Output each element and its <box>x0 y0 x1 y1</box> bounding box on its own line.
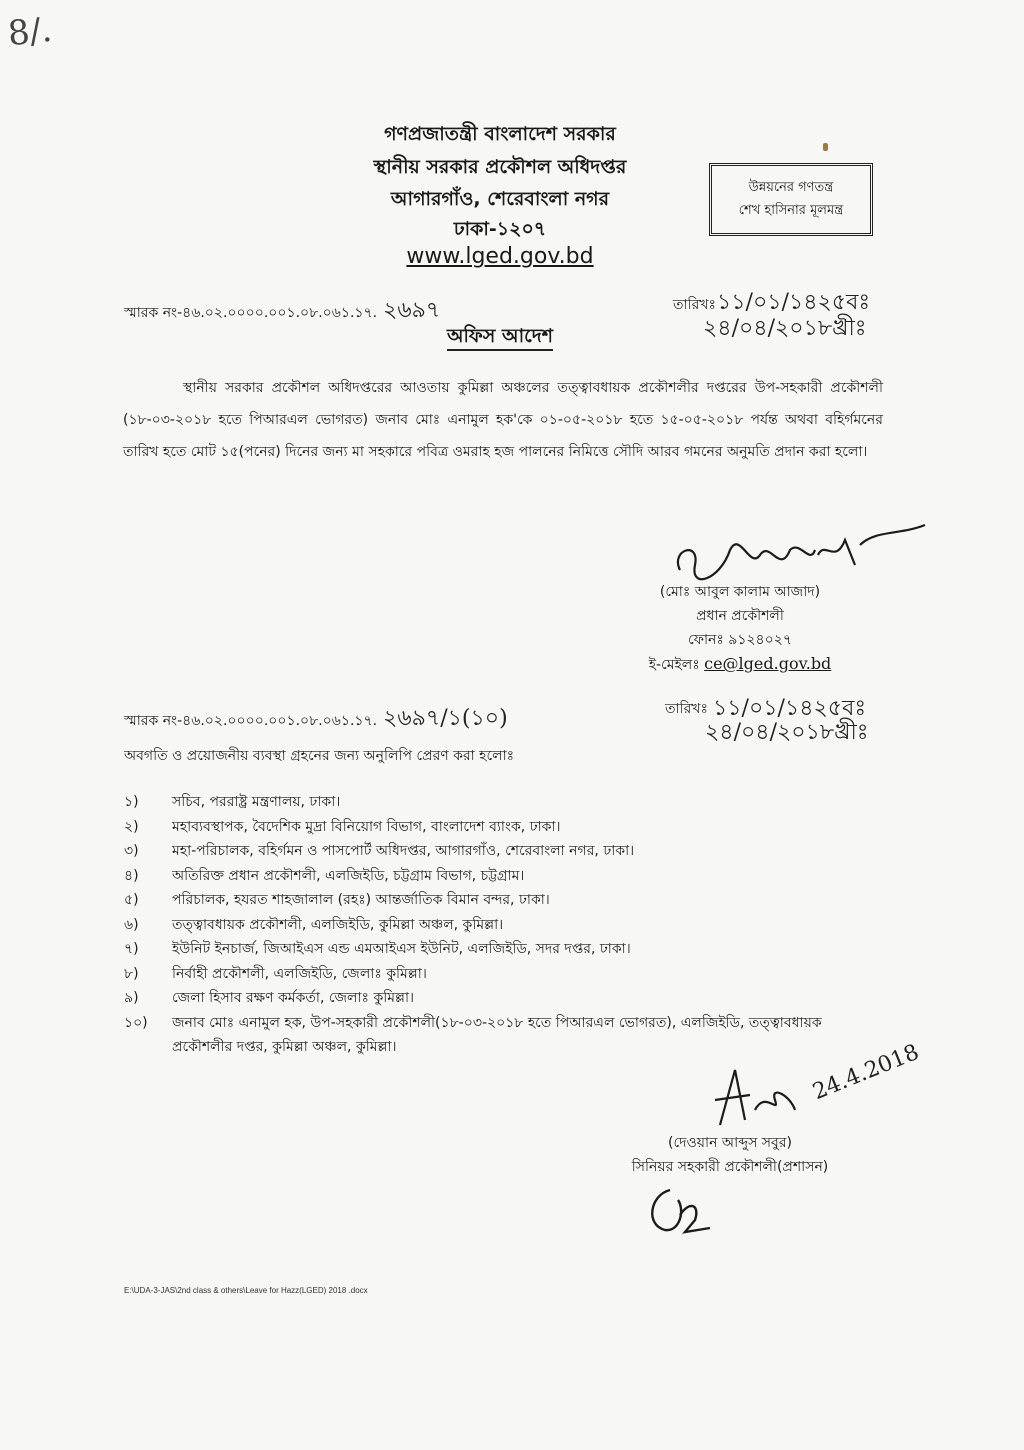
cc-item-text: ইউনিট ইনচার্জ, জিআইএস এন্ড এমআইএস ইউনিট, এলজিইডি, সদর দপ্তর, ঢাকা। <box>172 941 631 957</box>
initials-mark <box>640 1170 720 1240</box>
email-link[interactable]: ce@lged.gov.bd <box>704 654 832 673</box>
cc-item-text: জেলা হিসাব রক্ষণ কর্মকর্তা, জেলাঃ কুমিল্লা। <box>172 990 415 1006</box>
corner-handwritten-mark: 8/. <box>6 9 54 55</box>
cc-list-item <box>124 986 824 1011</box>
cc-item-number: ৭) <box>124 941 139 957</box>
handwritten-memo-number: ২৬৯৭ <box>383 298 441 323</box>
address-line: আগারগাঁও, শেরেবাংলা নগর <box>390 188 610 210</box>
memo-number-label: স্মারক নং-৪৬.০২.০০০০.০০১.০৮.০৬১.১৭. <box>124 713 378 729</box>
paper-speck <box>823 143 828 151</box>
date-label: তারিখঃ <box>665 701 708 717</box>
handwritten-memo-number: ২৬৯৭/১(১০) <box>383 706 508 731</box>
cc-list-item <box>124 937 824 962</box>
cc-item-number: ২) <box>124 818 139 835</box>
copy-distribution-intro: অবগতি ও প্রয়োজনীয় ব্যবস্থা গ্রহনের জন্য অনুলিপি প্রেরণ করা হলোঃ <box>124 748 515 764</box>
slogan-box <box>709 163 873 236</box>
website-link[interactable]: www.lged.gov.bd <box>406 244 594 269</box>
cc-item-text: পরিচালক, হযরত শাহজালাল (রহঃ) আন্তর্জাতিক বিমান বন্দর, ঢাকা। <box>172 892 550 908</box>
cc-item-number: ৯) <box>124 990 139 1006</box>
file-path-footer: E:\UDA-3-JAS\2nd class & others\Leave for Hazz(LGED) 2018 .docx <box>124 1286 368 1295</box>
signatory-2-designation: সিনিয়র সহকারী প্রকৌশলী(প্রশাসন) <box>631 1159 829 1175</box>
government-name: গণপ্রজাতন্ত্রী বাংলাদেশ সরকার <box>384 123 616 145</box>
cc-item-number: ৫) <box>124 892 139 908</box>
cc-item-number: ৪) <box>124 867 139 884</box>
copy-distribution-list <box>124 790 824 1060</box>
signatory-1-phone: ফোনঃ ৯১২৪০২৭ <box>688 632 792 648</box>
cc-list-item <box>124 839 824 864</box>
cc-item-text: অতিরিক্ত প্রধান প্রকৌশলী, এলজিইডি, চট্টগ্রাম বিভাগ, চট্টগ্রাম। <box>172 867 525 884</box>
cc-item-number: ১০) <box>124 1014 148 1031</box>
slogan-line-2: শেখ হাসিনার মূলমন্ত্র <box>738 203 844 218</box>
memo-number-label: স্মারক নং-৪৬.০২.০০০০.০০১.০৮.০৬১.১৭. <box>124 305 378 321</box>
cc-list-item <box>124 913 824 938</box>
cc-item-text: মহাব্যবস্থাপক, বৈদেশিক মুদ্রা বিনিয়োগ বিভাগ, বাংলাদেশ ব্যাংক, ঢাকা। <box>172 818 561 835</box>
signatory-1-block <box>620 580 860 677</box>
signatory-2-name: (দেওয়ান আব্দুস সবুর) <box>668 1135 792 1151</box>
cc-list-item <box>124 815 824 840</box>
handwritten-date-english: ২৪/০৪/২০১৮খ্রীঃ <box>705 720 869 745</box>
cc-item-number: ৬) <box>124 916 139 933</box>
cc-item-number: ৩) <box>124 843 139 859</box>
slogan-line-1: উন্নয়নের গণতন্ত্র <box>748 180 834 195</box>
date-label: তারিখঃ <box>673 297 716 313</box>
handwritten-date-bangla: ১১/০১/১৪২৫বঃ <box>717 290 871 315</box>
cc-list-item <box>124 962 824 987</box>
handwritten-date-english: ২৪/০৪/২০১৮খ্রীঃ <box>703 316 867 341</box>
memo-number-2 <box>124 701 508 738</box>
signatory-1-email-row: ই-মেইলঃ ce@lged.gov.bd <box>648 654 832 673</box>
cc-item-text: নির্বাহী প্রকৌশলী, এলজিইডি, জেলাঃ কুমিল্লা। <box>172 965 427 982</box>
handwritten-sign-date: 24.4.2018 <box>809 1039 923 1106</box>
date-block-1 <box>673 290 973 343</box>
signatory-1-name: (মোঃ আবুল কালাম আজাদ) <box>659 584 821 600</box>
cc-list-item <box>124 864 824 889</box>
handwritten-date-bangla: ১১/০১/১৪২৫বঃ <box>713 696 867 721</box>
cc-list-item <box>124 888 824 913</box>
office-order-title: অফিস আদেশ <box>300 322 700 354</box>
cc-item-number: ৮) <box>124 965 139 982</box>
city-line: ঢাকা-১২০৭ <box>453 218 547 240</box>
cc-item-text: সচিব, পররাষ্ট্র মন্ত্রণালয়, ঢাকা। <box>172 794 341 810</box>
signatory-2-block <box>600 1131 860 1179</box>
cc-item-text: মহা-পরিচালক, বহির্গমন ও পাসপোর্ট অধিদপ্তর, আগারগাঁও, শেরেবাংলা নগর, ঢাকা। <box>172 843 635 859</box>
cc-item-number: ১) <box>124 794 139 810</box>
department-name: স্থানীয় সরকার প্রকৌশল অধিদপ্তর <box>373 156 627 178</box>
cc-list-item <box>124 790 824 815</box>
cc-item-text: জনাব মোঃ এনামুল হক, উপ-সহকারী প্রকৌশলী(১৮-০৩-২০১৮ হতে পিআরএল ভোগরত), এলজিইডি, তত্ত্বাবধায়ক প্রকৌশলীর দপ্তর, কুমিল্লা অঞ্চল, কুমিল্লা। <box>172 1014 822 1055</box>
date-block-2 <box>665 697 985 747</box>
cc-item-text: তত্ত্বাবধায়ক প্রকৌশলী, এলজিইডি, কুমিল্লা অঞ্চল, কুমিল্লা। <box>172 916 504 933</box>
signatory-1-designation: প্রধান প্রকৌশলী <box>696 608 784 624</box>
order-body: স্থানীয় সরকার প্রকৌশল অধিদপ্তরের আওতায় কুমিল্লা অঞ্চলের তত্ত্বাবধায়ক প্রকৌশলীর দপ্তরের উপ-সহকারী প্রকৌশলী (১৮-০৩-২০১৮ হতে পিআরএল ভোগরত) জনাব মোঃ এনামুল হক'কে ০১-০৫-২০১৮ হতে ১৫-০৫-২০১৮ পর্যন্ত অথবা বহির্গমনের তারিখ হতে মোট ১৫(পনের) দিনের জন্য মা সহকারে পবিত্র ওমরাহ হজ পালনের নিমিত্তে সৌদি আরব গমনের অনুমতি প্রদান করা হলো। <box>123 380 883 460</box>
